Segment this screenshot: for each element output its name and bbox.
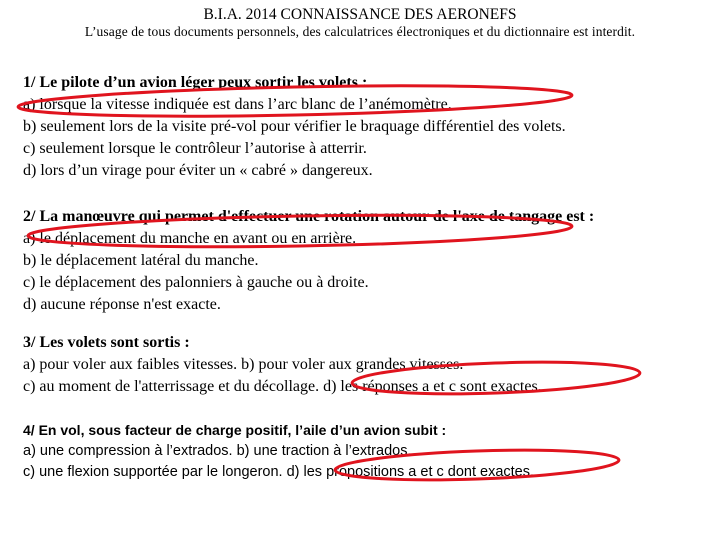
- question-2: [23, 206, 703, 316]
- question-4-option-line-2: c) une flexion supportée par le longeron. d) les propositions a et c dont exactes.: [23, 464, 535, 480]
- question-2-option-b: b) le déplacement latéral du manche.: [23, 252, 259, 269]
- question-3-option-line-1: a) pour voler aux faibles vitesses. b) pour voler aux grandes vitesses.: [23, 356, 464, 373]
- question-2-option-d: d) aucune réponse n'est exacte.: [23, 296, 221, 313]
- question-2-text: 2/ La manœuvre qui permet d'effectuer une rotation autour de l'axe de tangage est :: [23, 208, 595, 225]
- question-3-text: 3/ Les volets sont sortis :: [23, 334, 190, 351]
- question-4-text: 4/ En vol, sous facteur de charge positif, l’aile d’un avion subit :: [23, 422, 447, 438]
- question-4-option-line-1: a) une compression à l’extrados. b) une traction à l’extrados.: [23, 443, 412, 459]
- question-1-option-d: d) lors d’un virage pour éviter un « cabré » dangereux.: [23, 162, 373, 179]
- question-1-option-b: b) seulement lors de la visite pré-vol pour vérifier le braquage différentiel des volets.: [23, 118, 566, 135]
- question-3: [23, 332, 703, 398]
- page-title: B.I.A. 2014 CONNAISSANCE DES AERONEFS: [203, 6, 517, 23]
- instructions-note: L’usage de tous documents personnels, des calculatrices électroniques et du dictionnaire est interdit.: [84, 24, 636, 39]
- question-1-option-c: c) seulement lorsque le contrôleur l’autorise à atterrir.: [23, 140, 367, 157]
- question-1-text: 1/ Le pilote d’un avion léger peux sortir les volets :: [23, 74, 368, 91]
- question-4: [23, 420, 703, 483]
- question-1: [23, 72, 703, 182]
- question-2-option-a: a) le déplacement du manche en avant ou en arrière.: [23, 230, 357, 247]
- question-3-option-line-2: c) au moment de l'atterrissage et du décollage. d) les réponses a et c sont exactes.: [23, 378, 542, 395]
- question-1-option-a: a) lorsque la vitesse indiquée est dans l’arc blanc de l’anémomètre.: [23, 96, 452, 113]
- question-2-option-c: c) le déplacement des palonniers à gauche ou à droite.: [23, 274, 369, 291]
